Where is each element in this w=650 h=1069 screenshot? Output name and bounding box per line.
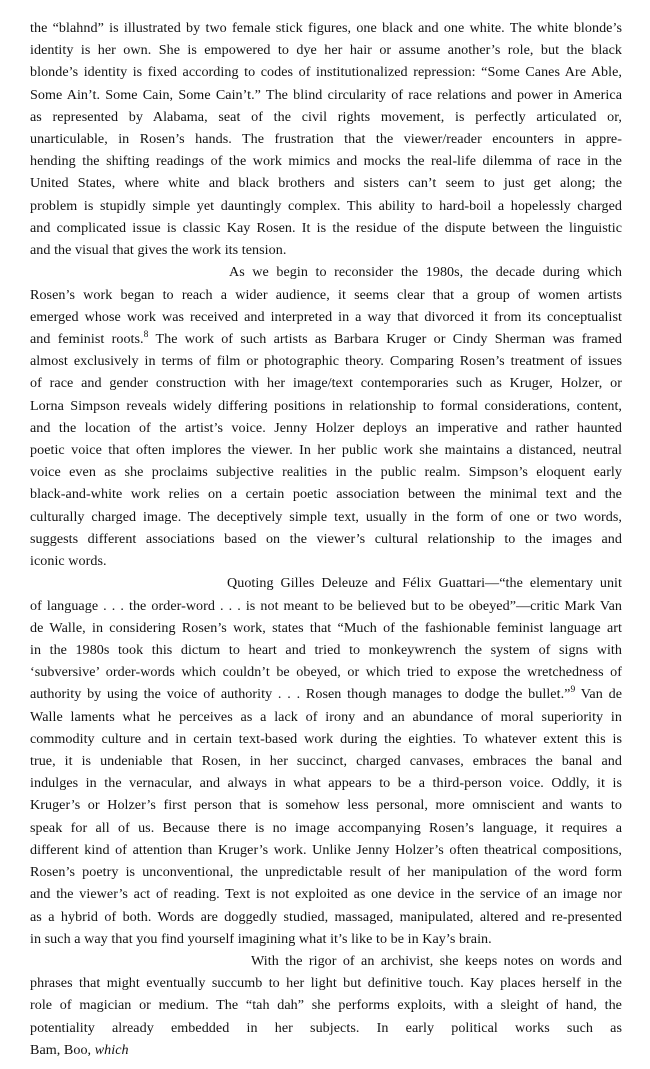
text-line: de Walle, in considering Rosen’s work, states that “Much of the fashionable feminist language art (30, 619, 622, 636)
text-line: phrases that might eventually succumb to her light but definitive touch. Kay places herself in the (30, 975, 622, 992)
text-segment: authority by using the voice of authority . . . Rosen though manages to dodge the bullet.” (30, 686, 571, 703)
text-line: black-and-white work relies on a certain poetic association between the minimal text and the (30, 486, 622, 503)
text-line: unarticulable, in Rosen’s hands. The frustration that the viewer/reader encounters in appre- (30, 131, 622, 148)
text-line: hending the shifting readings of the work mimics and mocks the real-life dilemma of race in the (30, 153, 622, 170)
text-line: problem is stupidly simple yet dauntingly complex. This ability to hard-boil a hopelessly charged (30, 197, 622, 214)
text-line: true, it is undeniable that Rosen, in her succinct, charged canvases, embraces the banal and (30, 753, 622, 770)
text-line: voice even as she proclaims subjective realities in the public realm. Simpson’s eloquent early (30, 464, 622, 481)
text-line: suggests different associations based on the viewer’s cultural relationship to the images and (30, 530, 622, 547)
text-segment: and feminist roots. (30, 330, 144, 347)
text-line: culturally charged image. The deceptively simple text, usually in the form of one or two words, (30, 508, 622, 525)
text-line-with-footnote (30, 683, 622, 705)
text-line-with-title (30, 1039, 622, 1061)
paragraph-start-line: With the rigor of an archivist, she keeps notes on words and (251, 952, 622, 969)
text-segment: Van de (575, 686, 622, 703)
text-line: of language . . . the order-word . . . is not meant to be believed but to be obeyed”—critic Mark Van (30, 597, 622, 614)
text-line: poetic voice that often implores the viewer. In her public work she maintains a distanced, neutral (30, 442, 622, 459)
text-segment: The work of such artists as Barbara Kruger or Cindy Sherman was framed (148, 330, 623, 347)
text-line: ‘subversive’ order-words which couldn’t be obeyed, or which tried to expose the wretchedness of (30, 664, 622, 681)
text-line-with-footnote (30, 328, 622, 350)
text-line: as represented by Alabama, seat of the civil rights movement, is perfectly articulated or, (30, 108, 622, 125)
text-line: different kind of attention than Kruger’s work. Unlike Jenny Holzer’s often theatrical compositions, (30, 841, 622, 858)
text-line: iconic words. (30, 553, 107, 570)
text-line: as a hybrid of both. Words are doggedly studied, massaged, manipulated, altered and re-presented (30, 908, 622, 925)
text-line: Walle laments what he perceives as a lack of irony and an abundance of moral superiority in (30, 708, 622, 725)
artwork-title: which (91, 1041, 129, 1058)
text-line: Some Ain’t. Some Cain, Some Cain’t.” The blind circularity of race relations and power in America (30, 86, 622, 103)
text-line: indulges in the vernacular, and always in what appears to be a third-person voice. Oddly, it is (30, 775, 622, 792)
text-line: of race and gender construction with her image/text contemporaries such as Kruger, Holzer, or (30, 375, 622, 392)
text-line: role of magician or medium. The “tah dah” she performs exploits, with a sleight of hand, the (30, 997, 622, 1014)
text-segment: Bam, Boo, (30, 1041, 92, 1058)
paragraph-start-line: Quoting Gilles Deleuze and Félix Guattari—“the elementary unit (227, 575, 622, 592)
text-line: Rosen’s poetry is unconventional, the unpredictable result of her manipulation of the word form (30, 864, 622, 881)
text-line: United States, where white and black brothers and sisters can’t seem to just get along; the (30, 175, 622, 192)
text-line: Lorna Simpson reveals widely differing positions in relationship to formal considerations, content, (30, 397, 622, 414)
text-line: Rosen’s work began to reach a wider audience, it seems clear that a group of women artists (30, 286, 622, 303)
text-line: commodity culture and in certain text-based work during the eighties. To whatever extent this is (30, 730, 622, 747)
paragraph-start-line: As we begin to reconsider the 1980s, the decade during which (229, 264, 622, 281)
text-line: emerged whose work was received and interpreted in a way that divorced it from its conceptualist (30, 308, 622, 325)
text-line: identity is her own. She is empowered to dye her hair or assume another’s role, but the black (30, 42, 622, 59)
text-line: in such a way that you find yourself imagining what it’s like to be in Kay’s brain. (30, 930, 492, 947)
text-line: and the visual that gives the work its tension. (30, 242, 287, 259)
text-line: and the location of the artist’s voice. Jenny Holzer deploys an imperative and rather haunted (30, 419, 622, 436)
text-line: and the viewer’s act of reading. Text is not exploited as one device in the service of an image nor (30, 886, 622, 903)
text-line: in the 1980s took this dictum to heart and tried to monkeywrench the system of signs with (30, 641, 622, 658)
footnote-ref-9: 9 (570, 685, 576, 696)
text-line: and complicated issue is classic Kay Rosen. It is the residue of the dispute between the linguistic (30, 219, 622, 236)
text-line: almost exclusively in terms of film or photographic theory. Comparing Rosen’s treatment of issues (30, 353, 622, 370)
footnote-ref-8: 8 (143, 329, 149, 340)
text-line: potentiality already embedded in her subjects. In early political works such as (30, 1019, 622, 1036)
text-line: Kruger’s or Holzer’s first person that is somehow less personal, more omniscient and wants to (30, 797, 622, 814)
text-line: speak for all of us. Because there is no image accompanying Rosen’s language, it requires a (30, 819, 622, 836)
text-line: blonde’s identity is fixed according to codes of institutionalized repression: “Some Canes Are Able, (30, 64, 622, 81)
text-line: the “blahnd” is illustrated by two female stick figures, one black and one white. The white blonde’s (30, 20, 622, 36)
